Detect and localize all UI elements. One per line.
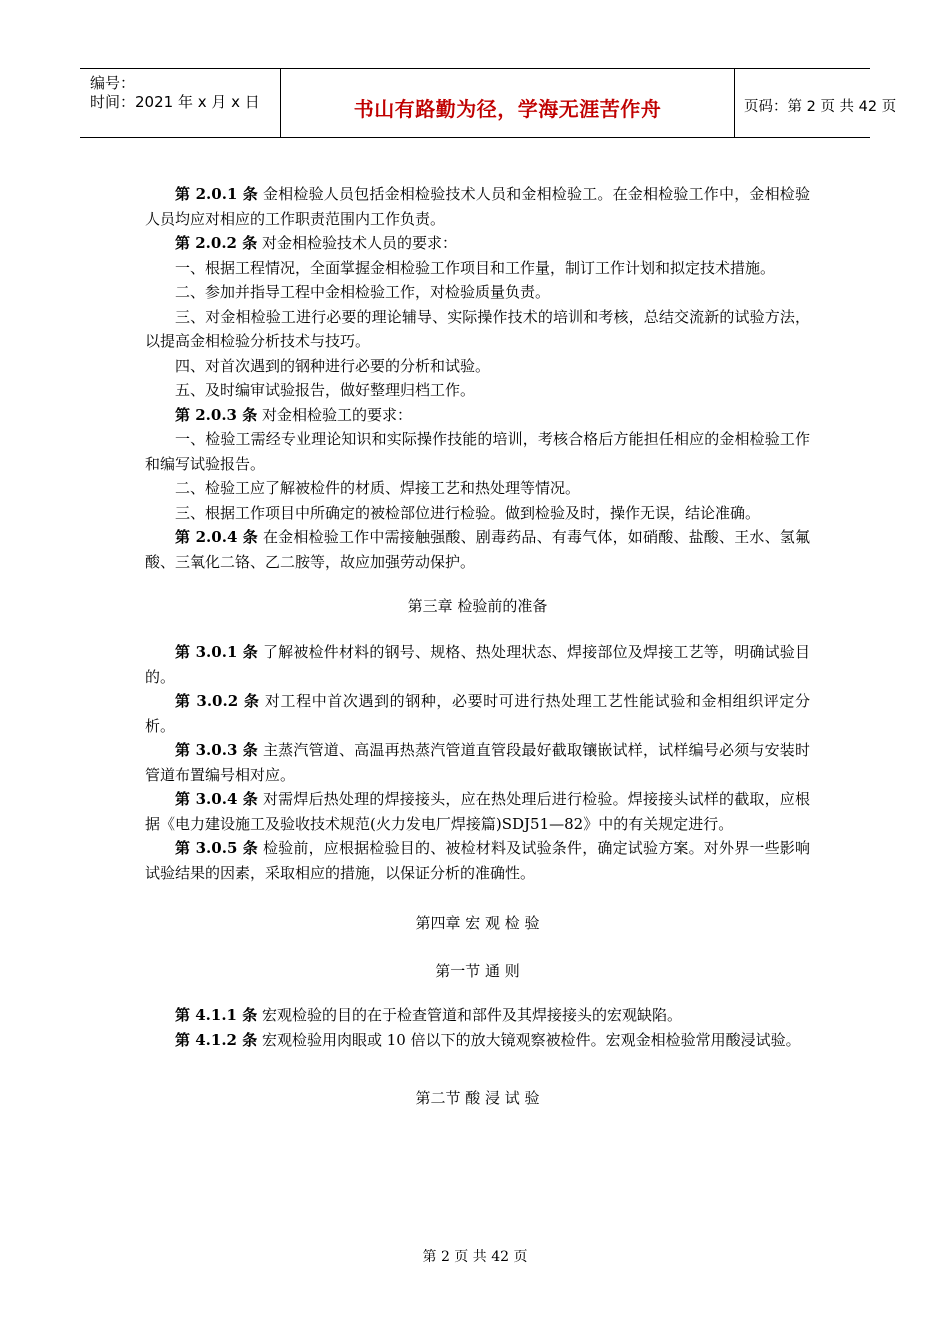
clause-3-0-5 [145, 836, 810, 885]
clause-text: 对需焊后热处理的焊接接头，应在热处理后进行检验。焊接接头试样的截取，应根据《电力建设施工及验收技术规范(火力发电厂焊接篇)SDJ51—82》中的有关规定进行。 [145, 790, 811, 833]
chapter-3-heading: 第三章 检验前的准备 [407, 597, 548, 615]
list-item: 五、及时编审试验报告，做好整理归档工作。 [175, 381, 476, 399]
clause-3-0-3 [145, 738, 810, 787]
header-page-cell [734, 69, 897, 137]
list-item: 二、检验工应了解被检件的材质、焊接工艺和热处理等情况。 [175, 479, 581, 497]
clause-text: 检验前，应根据检验目的、被检材料及试验条件，确定试验方案。对外界一些影响试验结果的因素，采取相应的措施，以保证分析的准确性。 [145, 839, 811, 882]
clause-text: 对金相检验工的要求： [257, 405, 412, 424]
clause-4-1-1 [145, 1003, 810, 1028]
list-item: 三、对金相检验工进行必要的理论辅导、实际操作技术的培训和考核，总结交流新的试验方法，以提高金相检验分析技术与技巧。 [145, 307, 810, 350]
header-page-info: 页码：第 2 页 共 42 页 [744, 99, 897, 115]
chapter-4-heading: 第四章 宏 观 检 验 [415, 914, 540, 932]
document-time-label: 时间：2021 年 x 月 x 日 [90, 93, 260, 111]
list-item: 二、参加并指导工程中金相检验工作，对检验质量负责。 [175, 283, 551, 301]
clause-number: 第 3.0.2 条 [175, 692, 260, 710]
header-motto-cell [280, 69, 735, 137]
clause-number: 第 2.0.2 条 [175, 234, 258, 252]
list-item: 三、根据工作项目中所确定的被检部位进行检验。做到检验及时，操作无误，结论准确。 [175, 503, 761, 522]
clause-number: 第 4.1.2 条 [175, 1030, 258, 1049]
clause-number: 第 3.0.5 条 [175, 839, 259, 857]
clause-text: 了解被检件材料的钢号、规格、热处理状态、焊接部位及焊接工艺等，明确试验目的。 [145, 643, 811, 686]
list-item: 一、根据工程情况，全面掌握金相检验工作项目和工作量，制订工作计划和拟定技术措施。 [175, 258, 776, 277]
clause-number: 第 3.0.1 条 [175, 643, 259, 661]
clause-text: 宏观检验用肉眼或 10 倍以下的放大镜观察被检件。宏观金相检验常用酸浸试验。 [257, 1030, 801, 1049]
clause-text: 对工程中首次遇到的钢种，必要时可进行热处理工艺性能试验和金相组织评定分析。 [145, 692, 810, 735]
clause-3-0-1 [145, 640, 810, 689]
clause-number: 第 3.0.3 条 [175, 741, 259, 759]
clause-number: 第 4.1.1 条 [175, 1006, 258, 1024]
clause-number: 第 2.0.3 条 [175, 405, 258, 424]
document-number-label: 编号： [90, 74, 136, 92]
clause-text: 宏观检验的目的在于检查管道和部件及其焊接接头的宏观缺陷。 [257, 1006, 682, 1024]
clause-2-0-2 [145, 231, 810, 256]
clause-text: 对金相检验技术人员的要求： [257, 234, 457, 252]
section-1-heading: 第一节 通 则 [435, 962, 520, 980]
clause-3-0-4 [145, 787, 810, 836]
page-header [80, 68, 897, 138]
clause-2-0-3 [145, 403, 810, 428]
header-meta-cell [80, 69, 280, 137]
clause-3-0-2 [145, 689, 810, 738]
clause-2-0-4 [145, 525, 810, 574]
list-item: 四、对首次遇到的钢种进行必要的分析和试验。 [175, 356, 491, 375]
clause-2-0-1 [145, 182, 810, 231]
clause-4-1-2 [145, 1028, 810, 1053]
clause-text: 主蒸汽管道、高温再热蒸汽管道直管段最好截取镶嵌试样，试样编号必须与安装时管道布置编号相对应。 [145, 741, 811, 784]
section-2-heading: 第二节 酸 浸 试 验 [415, 1089, 540, 1107]
page-footer: 第 2 页 共 42 页 [422, 1249, 528, 1265]
list-item: 一、检验工需经专业理论知识和实际操作技能的培训，考核合格后方能担任相应的金相检验工作和编写试验报告。 [145, 430, 810, 473]
document-body [145, 182, 810, 1110]
clause-number: 第 3.0.4 条 [175, 790, 259, 808]
clause-number: 第 2.0.4 条 [175, 528, 259, 546]
clause-number: 第 2.0.1 条 [175, 185, 259, 203]
clause-text: 在金相检验工作中需接触强酸、剧毒药品、有毒气体，如硝酸、盐酸、王水、氢氟酸、三氧化二铬、乙二胺等，故应加强劳动保护。 [145, 528, 811, 571]
clause-text: 金相检验人员包括金相检验技术人员和金相检验工。在金相检验工作中，金相检验人员均应对相应的工作职责范围内工作负责。 [145, 185, 811, 228]
header-motto: 书山有路勤为径，学海无涯苦作舟 [353, 97, 662, 121]
